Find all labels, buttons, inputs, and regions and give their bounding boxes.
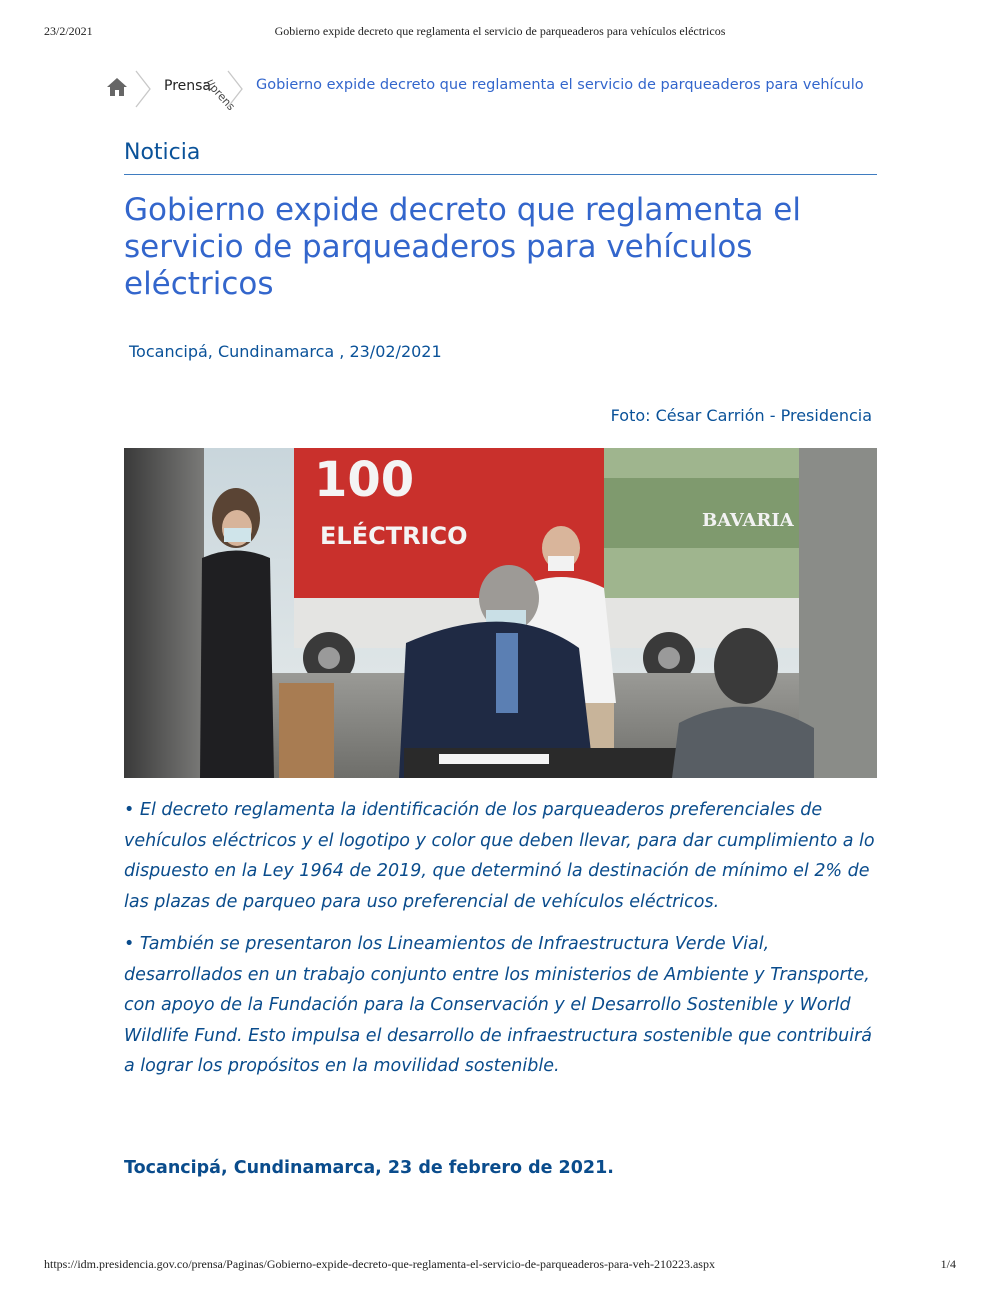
article-dateline: Tocancipá, Cundinamarca , 23/02/2021 <box>129 342 442 361</box>
breadcrumb-overflow-text: //prens <box>202 76 238 114</box>
print-footer <box>44 1257 956 1273</box>
article-photo <box>124 448 877 778</box>
breadcrumb-current-page[interactable]: Gobierno expide decreto que reglamenta el servicio de parqueaderos para vehículo <box>256 77 864 93</box>
article-summary <box>124 795 884 1094</box>
photo-illustration <box>124 448 877 778</box>
summary-paragraph: • El decreto reglamenta la identificación de los parqueaderos preferenciales de vehículos eléctricos y el logotipo y color que deben llevar, para dar cumplimiento a lo dispuesto en la Ley 1964 de 2019, que determinó la destinación de mínimo el 2% de las plazas de parqueo para uso preferencial de vehículos eléctricos. <box>124 800 875 912</box>
print-page-number: 1/4 <box>940 1257 956 1271</box>
print-url: https://idm.presidencia.gov.co/prensa/Paginas/Gobierno-expide-decreto-que-reglamenta-el-servicio-de-parqueaderos-para-veh-210223.aspx <box>44 1257 715 1271</box>
breadcrumb-item-prensa[interactable]: Prensa <box>164 78 212 94</box>
chevron-right-icon <box>226 70 244 108</box>
print-header <box>44 24 956 40</box>
truck-number-text: 100 <box>314 452 415 508</box>
brand-text: BAVARIA <box>702 510 794 531</box>
photo-credit: Foto: César Carrión - Presidencia <box>610 406 872 425</box>
home-icon[interactable] <box>106 76 128 98</box>
truck-label-text: ELÉCTRICO <box>320 522 468 550</box>
article-closing-dateline: Tocancipá, Cundinamarca, 23 de febrero de 2021. <box>124 1158 614 1178</box>
section-label: Noticia <box>124 140 201 165</box>
print-date: 23/2/2021 <box>44 24 93 38</box>
section-divider <box>124 174 877 175</box>
breadcrumb <box>106 68 906 114</box>
print-title: Gobierno expide decreto que reglamenta el servicio de parqueaderos para vehículos eléctricos <box>274 24 726 38</box>
chevron-right-icon <box>134 70 152 108</box>
article-title: Gobierno expide decreto que reglamenta el servicio de parqueaderos para vehículos eléctricos <box>124 192 801 302</box>
summary-paragraph: • También se presentaron los Lineamientos de Infraestructura Verde Vial, desarrollados en un trabajo conjunto entre los ministerios de Ambiente y Transporte, con apoyo de la Fundación para la Conservación y el Desarrollo Sostenible y World Wildlife Fund. Esto impulsa el desarrollo de infraestructura sostenible que contribuirá a lograr los propósitos en la movilidad sostenible. <box>124 934 873 1076</box>
